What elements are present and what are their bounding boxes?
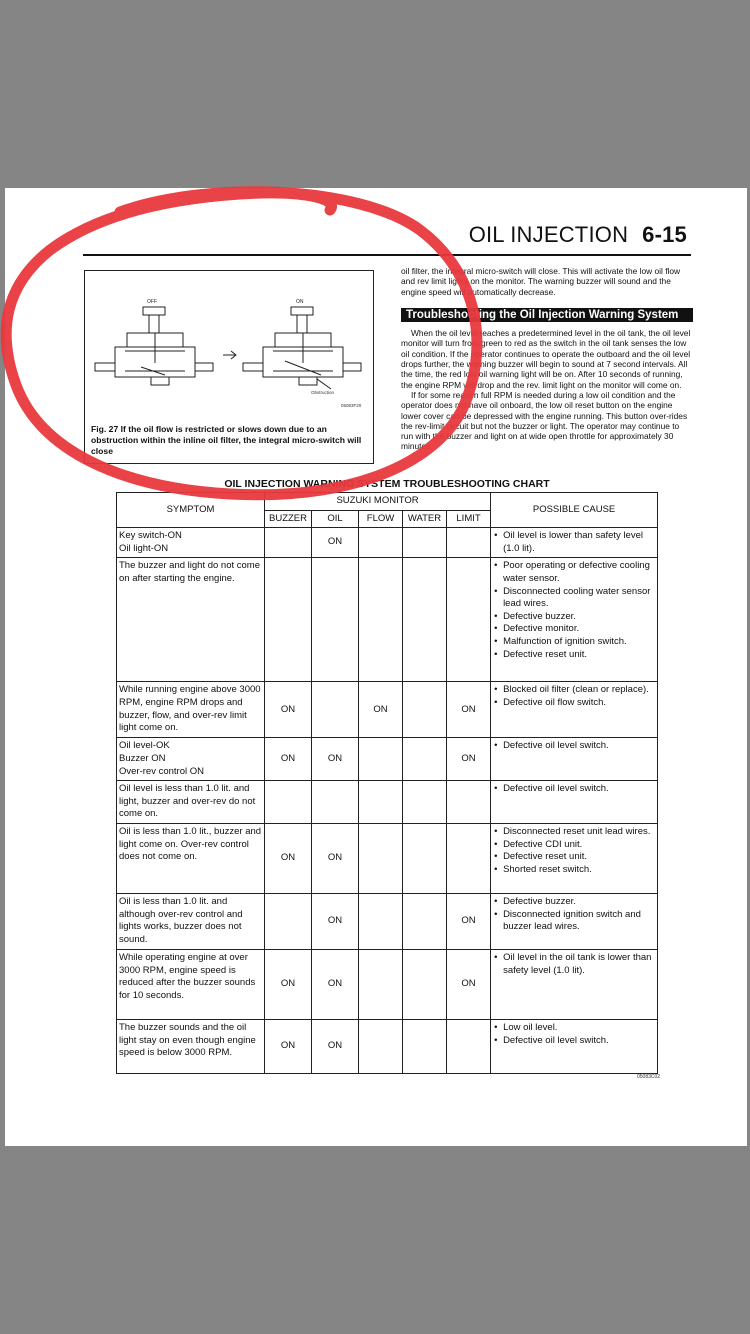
cause-list [493, 560, 655, 661]
cause-list [493, 740, 655, 753]
cause-list [493, 684, 655, 709]
buzzer-cell: ON [265, 738, 312, 781]
oil-cell: ON [312, 528, 359, 558]
cause-list [493, 826, 655, 876]
oil-cell [312, 558, 359, 682]
figure-code: 05083F20 [341, 403, 362, 408]
oil-cell: ON [312, 738, 359, 781]
cause-list [493, 952, 655, 977]
water-cell [403, 682, 447, 738]
on-label: ON [296, 299, 304, 305]
symptom-header: SYMPTOM [117, 493, 265, 528]
flow-cell [359, 738, 403, 781]
cause-item: • Oil level in the oil tank is lower than safety level (1.0 lit). [493, 952, 655, 977]
cause-list [493, 1022, 655, 1047]
limit-header: LIMIT [447, 510, 491, 528]
flow-cell [359, 823, 403, 893]
figure-caption: Fig. 27 If the oil flow is restricted or slows down due to an obstruction within the inline oil filter, the integral micro-switch will close [91, 424, 362, 456]
water-cell [403, 949, 447, 1019]
cause-cell [491, 558, 658, 682]
symptom-cell: Key switch-ON Oil light-ON [117, 528, 265, 558]
cause-item: • Defective oil level switch. [493, 783, 655, 796]
water-cell [403, 893, 447, 949]
cause-item: • Low oil level. [493, 1022, 655, 1035]
micro-switch-diagram [85, 271, 373, 421]
flow-cell [359, 558, 403, 682]
flow-cell [359, 949, 403, 1019]
water-cell [403, 781, 447, 824]
chapter-title: OIL INJECTION [468, 222, 629, 247]
water-cell [403, 1019, 447, 1073]
oil-cell [312, 781, 359, 824]
symptom-cell: Oil is less than 1.0 lit. and although over-rev control and lights works, buzzer does not sound. [117, 893, 265, 949]
cause-item: • Shorted reset switch. [493, 864, 655, 877]
oil-cell [312, 682, 359, 738]
cause-cell [491, 682, 658, 738]
cause-item: • Defective buzzer. [493, 611, 655, 624]
cause-item: • Defective CDI unit. [493, 839, 655, 852]
symptom-cell: While operating engine at over 3000 RPM, engine speed is reduced after the buzzer sounds for 10 seconds. [117, 949, 265, 1019]
cause-cell [491, 893, 658, 949]
obstruction-label: Obstruction [311, 390, 335, 395]
cause-cell [491, 823, 658, 893]
cause-cell [491, 1019, 658, 1073]
cause-item: • Blocked oil filter (clean or replace). [493, 684, 655, 697]
water-cell [403, 738, 447, 781]
buzzer-header: BUZZER [265, 510, 312, 528]
water-cell [403, 558, 447, 682]
table-row [117, 558, 658, 682]
symptom-cell: While running engine above 3000 RPM, engine RPM drops and buzzer, flow, and over-rev limit light come on. [117, 682, 265, 738]
oil-cell: ON [312, 949, 359, 1019]
limit-cell: ON [447, 682, 491, 738]
buzzer-cell [265, 558, 312, 682]
table-row [117, 528, 658, 558]
buzzer-cell [265, 781, 312, 824]
buzzer-cell: ON [265, 1019, 312, 1073]
symptom-cell: The buzzer and light do not come on after starting the engine. [117, 558, 265, 682]
cause-item: • Poor operating or defective cooling water sensor. [493, 560, 655, 585]
limit-cell: ON [447, 893, 491, 949]
cause-cell [491, 781, 658, 824]
cause-item: • Defective oil level switch. [493, 740, 655, 753]
cause-header: POSSIBLE CAUSE [491, 493, 658, 528]
table-row [117, 949, 658, 1019]
table-row [117, 682, 658, 738]
water-cell [403, 823, 447, 893]
symptom-cell: Oil level-OK Buzzer ON Over-rev control ON [117, 738, 265, 781]
table-row [117, 893, 658, 949]
cause-cell [491, 528, 658, 558]
header-rule [83, 254, 691, 256]
troubleshooting-table [116, 492, 658, 1074]
table-row [117, 781, 658, 824]
flow-cell [359, 781, 403, 824]
oil-cell: ON [312, 823, 359, 893]
symptom-cell: Oil is less than 1.0 lit., buzzer and light come on. Over-rev control does not come on. [117, 823, 265, 893]
limit-cell [447, 528, 491, 558]
buzzer-cell: ON [265, 682, 312, 738]
table-row [117, 1019, 658, 1073]
cause-item: • Defective buzzer. [493, 896, 655, 909]
cause-item: • Defective oil level switch. [493, 1035, 655, 1048]
page-header [469, 222, 687, 248]
cause-item: • Defective reset unit. [493, 851, 655, 864]
buzzer-cell [265, 893, 312, 949]
chart-code: 05083C02 [637, 1074, 661, 1080]
table-row [117, 738, 658, 781]
manual-page [5, 188, 747, 1146]
cause-list [493, 530, 655, 555]
water-header: WATER [403, 510, 447, 528]
cause-list [493, 783, 655, 796]
buzzer-cell [265, 528, 312, 558]
table-row [117, 823, 658, 893]
intro-paragraph: oil filter, the integral micro-switch will close. This will activate the low oil flow and rev limit lights on the monitor. The warning buzzer will sound and the engine speed will automatically decrease. [401, 266, 681, 297]
oil-header: OIL [312, 510, 359, 528]
cause-item: • Malfunction of ignition switch. [493, 636, 655, 649]
cause-list [493, 896, 655, 934]
cause-cell [491, 738, 658, 781]
flow-cell [359, 528, 403, 558]
flow-cell: ON [359, 682, 403, 738]
cause-item: • Disconnected reset unit lead wires. [493, 826, 655, 839]
symptom-cell: Oil level is less than 1.0 lit. and light, buzzer and over-rev do not come on. [117, 781, 265, 824]
limit-cell [447, 1019, 491, 1073]
body-paragraph-1: When the oil level reaches a predetermined level in the oil tank, the oil level monitor will turn from green to red as the switch in the oil tank senses the low oil condition. If the operator continues to operate the outboard and the oil level drops further, the warning buzzer will begin to sound at 7 second intervals. All the time, the red low oil warning light will be on. After 10 seconds of running, the engine RPM will drop and the rev. limit light on the monitor will come on. [401, 328, 691, 390]
cause-item: • Defective monitor. [493, 623, 655, 636]
limit-cell [447, 558, 491, 682]
off-label: OFF [147, 299, 157, 305]
buzzer-cell: ON [265, 949, 312, 1019]
water-cell [403, 528, 447, 558]
cause-item: • Oil level is lower than safety level (1.0 lit). [493, 530, 655, 555]
chart-title: OIL INJECTION WARNING SYSTEM TROUBLESHOOTING CHART [224, 478, 550, 490]
oil-cell: ON [312, 893, 359, 949]
body-paragraph-2: If for some reason full RPM is needed during a low oil condition and the operator does not have oil onboard, the low oil reset button on the engine lower cover can be depressed with the engine running. This button over-rides the rev-limit circuit but not the buzzer or light. The operator may continue to run with the buzzer and light on at wide open throttle for approximately 30 minutes. [401, 389, 688, 452]
monitor-header: SUZUKI MONITOR [265, 493, 491, 511]
cause-item: • Defective reset unit. [493, 649, 655, 662]
flow-cell [359, 893, 403, 949]
section-heading: Troubleshooting the Oil Injection Warning System [401, 308, 693, 322]
table-body [117, 528, 658, 1074]
figure-box [84, 270, 374, 464]
cause-item: • Disconnected cooling water sensor lead wires. [493, 586, 655, 611]
cause-item: • Disconnected ignition switch and buzzer lead wires. [493, 909, 655, 934]
symptom-cell: The buzzer sounds and the oil light stay on even though engine speed is below 3000 RPM. [117, 1019, 265, 1073]
cause-cell [491, 949, 658, 1019]
buzzer-cell: ON [265, 823, 312, 893]
limit-cell [447, 781, 491, 824]
limit-cell: ON [447, 738, 491, 781]
cause-item: • Defective oil flow switch. [493, 697, 655, 710]
text-column [401, 266, 693, 452]
section-number: 6-15 [642, 222, 687, 247]
flow-cell [359, 1019, 403, 1073]
limit-cell: ON [447, 949, 491, 1019]
flow-header: FLOW [359, 510, 403, 528]
limit-cell [447, 823, 491, 893]
oil-cell: ON [312, 1019, 359, 1073]
